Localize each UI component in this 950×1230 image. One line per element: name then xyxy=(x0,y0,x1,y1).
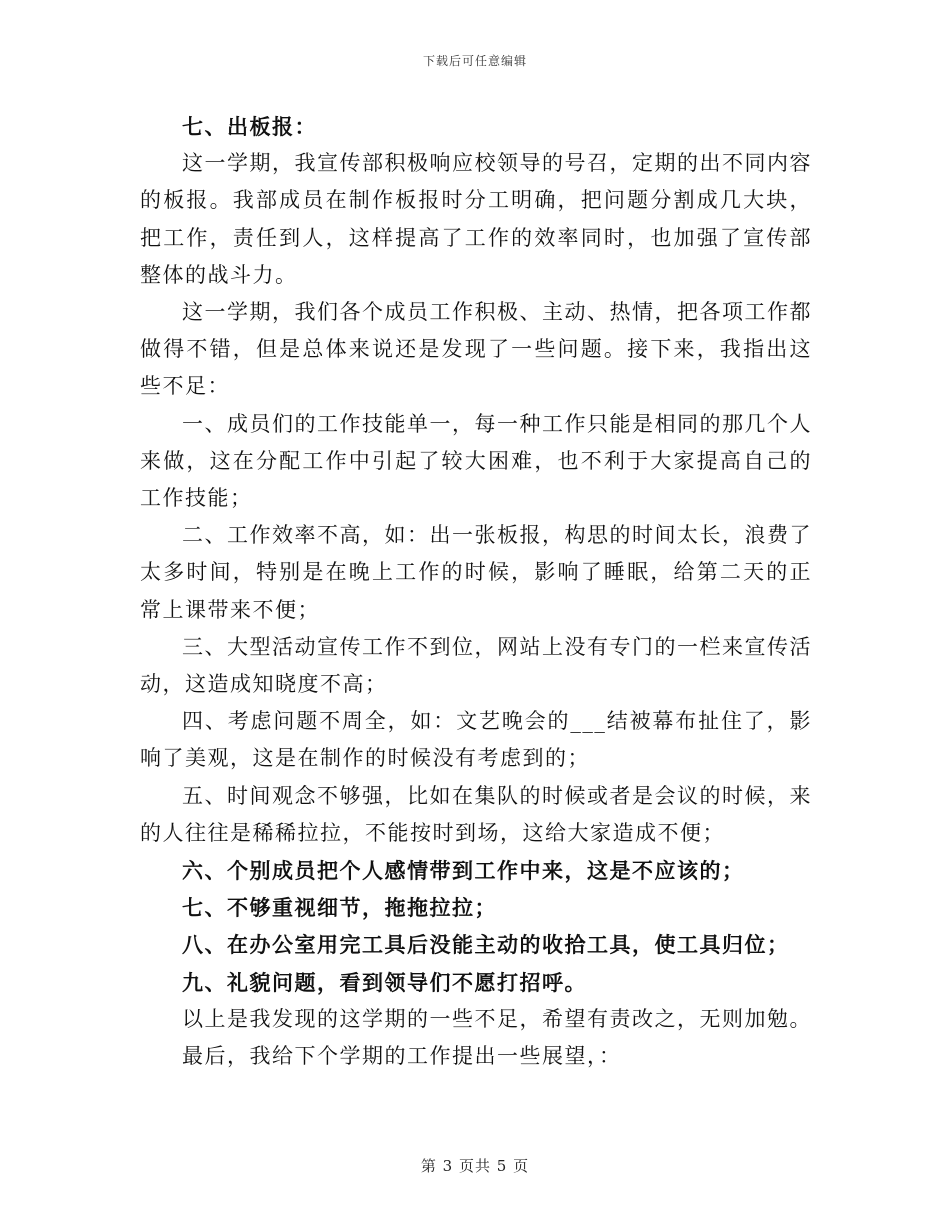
list-item-3: 三、大型活动宣传工作不到位，网站上没有专门的一栏来宣传活动，这造成知晓度不高； xyxy=(140,634,812,697)
page-number: 第 3 页共 5 页 xyxy=(420,1157,530,1175)
list-item-6: 六、个别成员把个人感情带到工作中来，这是不应该的； xyxy=(182,858,745,884)
list-item-4: 四、考虑问题不周全，如：文艺晚会的___结被幕布扯住了，影响了美观，这是在制作的时候没有考虑到的； xyxy=(140,709,812,771)
list-item-9: 九、礼貌问题，看到领导们不愿打招呼。 xyxy=(182,969,587,995)
paragraph: 这一学期，我们各个成员工作积极、主动、热情，把各项工作都做得不错，但是总体来说还是发现了一些问题。接下来，我指出这些不足： xyxy=(140,300,812,399)
list-item-1: 一、成员们的工作技能单一，每一种工作只能是相同的那几个人来做，这在分配工作中引起了较大困难，也不利于大家提高自己的工作技能； xyxy=(140,411,812,511)
list-item-7: 七、不够重视细节，拖拖拉拉； xyxy=(182,895,497,921)
list-item-8: 八、在办公室用完工具后没能主动的收拾工具，使工具归位； xyxy=(182,932,790,958)
paragraph: 这一学期，我宣传部积极响应校领导的号召，定期的出不同内容的板报。我部成员在制作板报时分工明确，把问题分割成几大块，把工作，责任到人，这样提高了工作的效率同时，也加强了宣传部整体的战斗力。 xyxy=(140,151,812,287)
list-item-2: 二、工作效率不高，如：出一张板报，构思的时间太长，浪费了太多时间，特别是在晚上工作的时候，影响了睡眠，给第二天的正常上课带来不便； xyxy=(140,523,812,622)
page-header-note: 下载后可任意编辑 xyxy=(422,54,527,68)
paragraph-summary: 以上是我发现的这学期的一些不足，希望有责改之，无则加勉。 xyxy=(182,1006,812,1031)
document-body xyxy=(140,108,812,1075)
list-item-5: 五、时间观念不够强，比如在集队的时候或者是会议的时候，来的人往往是稀稀拉拉，不能按时到场，这给大家造成不便； xyxy=(140,783,812,845)
paragraph-closing: 最后，我给下个学期的工作提出一些展望，： xyxy=(182,1044,622,1069)
section-heading: 七、出板报： xyxy=(182,114,317,139)
